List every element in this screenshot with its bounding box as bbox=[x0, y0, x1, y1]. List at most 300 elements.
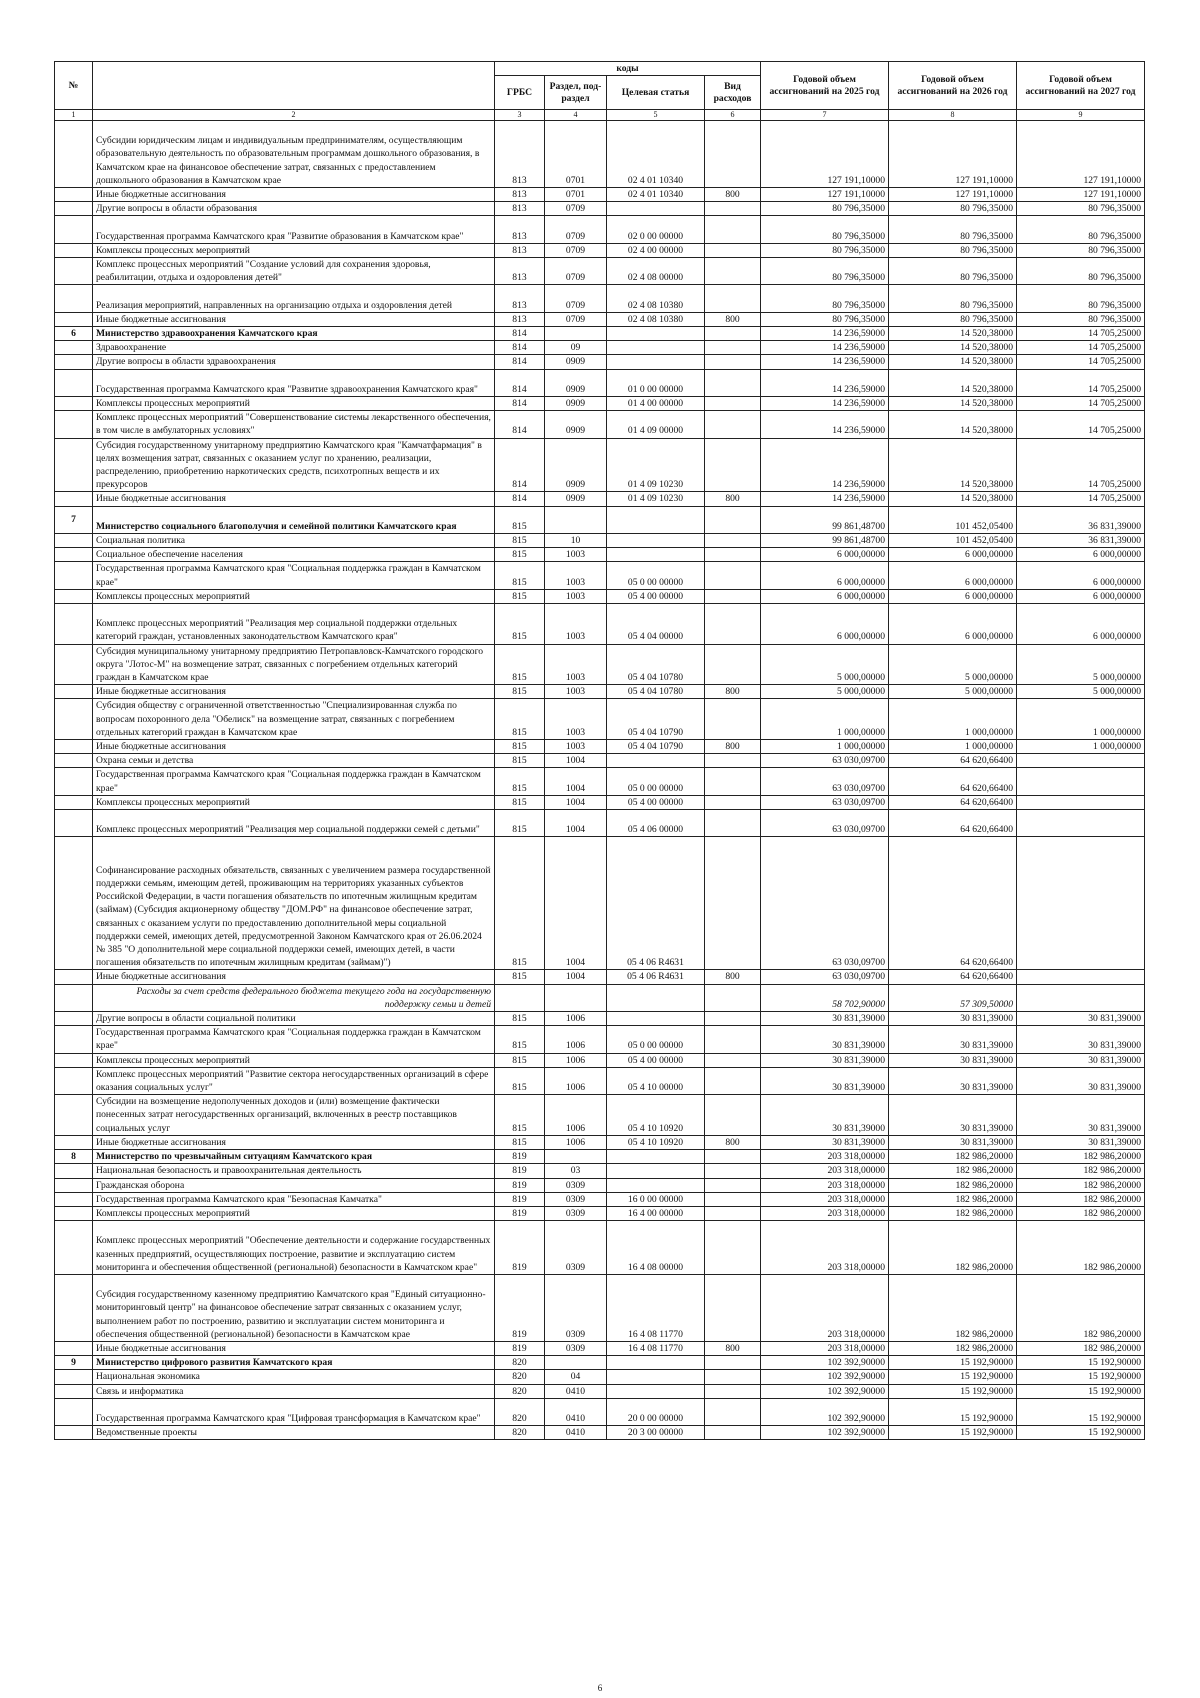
amount-2027-cell: 15 192,90000 bbox=[1017, 1384, 1145, 1398]
row-name: Иные бюджетные ассигнования bbox=[93, 1135, 495, 1149]
amount-2026-cell: 80 796,35000 bbox=[889, 285, 1017, 312]
col-index: 2 bbox=[93, 110, 495, 121]
target-cell: 05 4 10 00000 bbox=[607, 1067, 705, 1094]
col-index: 4 bbox=[545, 110, 607, 121]
target-cell: 05 0 00 00000 bbox=[607, 562, 705, 589]
vid-cell bbox=[705, 1067, 761, 1094]
razdel-cell: 0410 bbox=[545, 1426, 607, 1440]
row-name: Комплекс процессных мероприятий "Реализация мер социальной поддержки отдельных категорий граждан, установленных законодательством Камчатского края" bbox=[93, 604, 495, 645]
vid-cell bbox=[705, 1053, 761, 1067]
target-cell bbox=[607, 327, 705, 341]
grbs-cell: 814 bbox=[495, 355, 545, 369]
table-row bbox=[55, 355, 1145, 369]
amount-2027-cell: 30 831,39000 bbox=[1017, 1095, 1145, 1136]
amount-2025-cell: 102 392,90000 bbox=[761, 1370, 889, 1384]
amount-2026-cell: 64 620,66400 bbox=[889, 754, 1017, 768]
header-vid: Вид расходов bbox=[705, 76, 761, 110]
razdel-cell: 0410 bbox=[545, 1384, 607, 1398]
razdel-cell: 0701 bbox=[545, 121, 607, 188]
table-row bbox=[55, 285, 1145, 312]
vid-cell: 800 bbox=[705, 970, 761, 984]
target-cell bbox=[607, 754, 705, 768]
razdel-cell: 0309 bbox=[545, 1206, 607, 1220]
amount-2027-cell: 36 831,39000 bbox=[1017, 534, 1145, 548]
target-cell bbox=[607, 1150, 705, 1164]
row-number bbox=[55, 285, 93, 312]
amount-2026-cell: 182 986,20000 bbox=[889, 1274, 1017, 1341]
amount-2026-cell: 30 831,39000 bbox=[889, 1067, 1017, 1094]
row-name: Здравоохранение bbox=[93, 341, 495, 355]
amount-2025-cell: 127 191,10000 bbox=[761, 121, 889, 188]
table-row bbox=[55, 837, 1145, 970]
grbs-cell: 819 bbox=[495, 1206, 545, 1220]
razdel-cell bbox=[545, 506, 607, 533]
row-number bbox=[55, 397, 93, 411]
razdel-cell: 1003 bbox=[545, 699, 607, 740]
amount-2026-cell: 127 191,10000 bbox=[889, 188, 1017, 202]
grbs-cell: 813 bbox=[495, 243, 545, 257]
amount-2027-cell: 14 705,25000 bbox=[1017, 411, 1145, 438]
amount-2026-cell: 182 986,20000 bbox=[889, 1221, 1017, 1275]
razdel-cell: 1003 bbox=[545, 589, 607, 603]
vid-cell bbox=[705, 243, 761, 257]
row-number bbox=[55, 699, 93, 740]
table-row bbox=[55, 258, 1145, 285]
amount-2025-cell: 203 318,00000 bbox=[761, 1192, 889, 1206]
amount-2025-cell: 14 236,59000 bbox=[761, 492, 889, 506]
grbs-cell: 815 bbox=[495, 1053, 545, 1067]
row-number bbox=[55, 768, 93, 795]
razdel-cell: 0909 bbox=[545, 438, 607, 492]
amount-2025-cell: 63 030,09700 bbox=[761, 768, 889, 795]
amount-2027-cell: 15 192,90000 bbox=[1017, 1356, 1145, 1370]
table-row bbox=[55, 1221, 1145, 1275]
amount-2026-cell: 15 192,90000 bbox=[889, 1370, 1017, 1384]
vid-cell: 800 bbox=[705, 492, 761, 506]
grbs-cell: 819 bbox=[495, 1274, 545, 1341]
target-cell: 05 0 00 00000 bbox=[607, 768, 705, 795]
vid-cell bbox=[705, 506, 761, 533]
amount-2026-cell: 14 520,38000 bbox=[889, 397, 1017, 411]
row-number bbox=[55, 355, 93, 369]
razdel-cell: 1006 bbox=[545, 1053, 607, 1067]
row-name: Субсидия государственному казенному предприятию Камчатского края "Единый ситуационно-мониторинговый центр" на финансовое обеспечение затрат связанных с оказанием услуг, выполнением работ по построению, развитию и эксплуатации систем мониторинга и обеспечения общественной (региональной) безопасности в Камчатском крае bbox=[93, 1274, 495, 1341]
amount-2027-cell: 182 986,20000 bbox=[1017, 1150, 1145, 1164]
amount-2025-cell: 1 000,00000 bbox=[761, 699, 889, 740]
amount-2025-cell: 14 236,59000 bbox=[761, 369, 889, 396]
amount-2027-cell: 6 000,00000 bbox=[1017, 548, 1145, 562]
amount-2027-cell: 30 831,39000 bbox=[1017, 1135, 1145, 1149]
vid-cell bbox=[705, 341, 761, 355]
amount-2026-cell: 30 831,39000 bbox=[889, 1026, 1017, 1053]
amount-2027-cell bbox=[1017, 768, 1145, 795]
razdel-cell: 1006 bbox=[545, 1067, 607, 1094]
amount-2027-cell: 15 192,90000 bbox=[1017, 1398, 1145, 1425]
row-number bbox=[55, 341, 93, 355]
row-name: Субсидия муниципальному унитарному предприятию Петропавловск-Камчатского городского округа "Лотос-М" на возмещение затрат, связанных с погребением отдельных категорий граждан в Камчатском крае bbox=[93, 644, 495, 685]
amount-2025-cell: 102 392,90000 bbox=[761, 1356, 889, 1370]
row-name: Национальная экономика bbox=[93, 1370, 495, 1384]
razdel-cell: 1004 bbox=[545, 795, 607, 809]
row-name: Министерство социального благополучия и семейной политики Камчатского края bbox=[93, 506, 495, 533]
row-number bbox=[55, 534, 93, 548]
amount-2027-cell bbox=[1017, 970, 1145, 984]
row-number bbox=[55, 589, 93, 603]
amount-2025-cell: 203 318,00000 bbox=[761, 1274, 889, 1341]
row-number bbox=[55, 1206, 93, 1220]
column-index-row bbox=[55, 110, 1145, 121]
target-cell: 16 4 08 11770 bbox=[607, 1274, 705, 1341]
vid-cell bbox=[705, 837, 761, 970]
table-row bbox=[55, 312, 1145, 326]
amount-2026-cell: 14 520,38000 bbox=[889, 327, 1017, 341]
razdel-cell: 0709 bbox=[545, 243, 607, 257]
amount-2025-cell: 127 191,10000 bbox=[761, 188, 889, 202]
vid-cell bbox=[705, 411, 761, 438]
table-row bbox=[55, 397, 1145, 411]
amount-2027-cell: 182 986,20000 bbox=[1017, 1206, 1145, 1220]
grbs-cell: 820 bbox=[495, 1398, 545, 1425]
col-index: 9 bbox=[1017, 110, 1145, 121]
table-row bbox=[55, 121, 1145, 188]
amount-2026-cell: 80 796,35000 bbox=[889, 312, 1017, 326]
target-cell bbox=[607, 1384, 705, 1398]
amount-2025-cell: 6 000,00000 bbox=[761, 604, 889, 645]
target-cell: 20 0 00 00000 bbox=[607, 1398, 705, 1425]
amount-2025-cell: 63 030,09700 bbox=[761, 970, 889, 984]
amount-2025-cell: 6 000,00000 bbox=[761, 589, 889, 603]
target-cell bbox=[607, 1178, 705, 1192]
table-row bbox=[55, 202, 1145, 216]
col-index: 3 bbox=[495, 110, 545, 121]
target-cell: 01 4 00 00000 bbox=[607, 397, 705, 411]
amount-2026-cell: 6 000,00000 bbox=[889, 562, 1017, 589]
row-number bbox=[55, 604, 93, 645]
amount-2025-cell: 30 831,39000 bbox=[761, 1095, 889, 1136]
amount-2026-cell: 80 796,35000 bbox=[889, 243, 1017, 257]
row-name: Иные бюджетные ассигнования bbox=[93, 740, 495, 754]
vid-cell bbox=[705, 795, 761, 809]
row-name: Софинансирование расходных обязательств, связанных с увеличением размера государственной поддержки семьям, имеющим детей, проживающим на территориях указанных субъектов Российской Федерации, в части погашения обязательств по ипотечным жилищным кредитам (займам) (Субсидия акционерному обществу "ДОМ.РФ" на финансовое обеспечение затрат, связанных с оказанием услуги по предоставлению дополнительной меры социальной поддержки семей, имеющих детей, предусмотренной Законом Камчатского края от 26.06.2024 № 385 "О дополнительной мере социальной поддержки семей, имеющих детей, в части погашения обязательств по ипотечным жилищным кредитам (займам)") bbox=[93, 837, 495, 970]
row-name: Иные бюджетные ассигнования bbox=[93, 970, 495, 984]
row-number bbox=[55, 1095, 93, 1136]
razdel-cell: 0709 bbox=[545, 285, 607, 312]
amount-2027-cell: 15 192,90000 bbox=[1017, 1426, 1145, 1440]
vid-cell bbox=[705, 202, 761, 216]
amount-2027-cell: 127 191,10000 bbox=[1017, 121, 1145, 188]
amount-2025-cell: 14 236,59000 bbox=[761, 438, 889, 492]
grbs-cell: 815 bbox=[495, 1012, 545, 1026]
table-row bbox=[55, 188, 1145, 202]
target-cell: 05 4 06 R4631 bbox=[607, 837, 705, 970]
target-cell: 05 4 00 00000 bbox=[607, 795, 705, 809]
table-row bbox=[55, 740, 1145, 754]
vid-cell: 800 bbox=[705, 685, 761, 699]
amount-2027-cell: 14 705,25000 bbox=[1017, 369, 1145, 396]
row-name: Реализация мероприятий, направленных на организацию отдыха и оздоровления детей bbox=[93, 285, 495, 312]
table-row bbox=[55, 1178, 1145, 1192]
amount-2027-cell: 182 986,20000 bbox=[1017, 1274, 1145, 1341]
vid-cell bbox=[705, 1426, 761, 1440]
grbs-cell: 815 bbox=[495, 506, 545, 533]
budget-table bbox=[54, 61, 1145, 1440]
row-number bbox=[55, 492, 93, 506]
col-index: 7 bbox=[761, 110, 889, 121]
amount-2026-cell: 30 831,39000 bbox=[889, 1012, 1017, 1026]
table-row bbox=[55, 1192, 1145, 1206]
grbs-cell: 815 bbox=[495, 589, 545, 603]
target-cell bbox=[607, 202, 705, 216]
grbs-cell: 819 bbox=[495, 1164, 545, 1178]
header-razdel: Раздел, под-раздел bbox=[545, 76, 607, 110]
table-row bbox=[55, 1370, 1145, 1384]
amount-2026-cell: 1 000,00000 bbox=[889, 699, 1017, 740]
target-cell: 05 4 04 10780 bbox=[607, 685, 705, 699]
amount-2027-cell: 182 986,20000 bbox=[1017, 1221, 1145, 1275]
target-cell: 05 4 06 00000 bbox=[607, 810, 705, 837]
header-num: № bbox=[55, 62, 93, 110]
amount-2026-cell: 80 796,35000 bbox=[889, 202, 1017, 216]
razdel-cell: 0309 bbox=[545, 1192, 607, 1206]
amount-2027-cell: 14 705,25000 bbox=[1017, 397, 1145, 411]
amount-2027-cell: 15 192,90000 bbox=[1017, 1370, 1145, 1384]
table-row bbox=[55, 795, 1145, 809]
amount-2025-cell: 30 831,39000 bbox=[761, 1012, 889, 1026]
vid-cell bbox=[705, 1384, 761, 1398]
razdel-cell: 0309 bbox=[545, 1341, 607, 1355]
amount-2026-cell: 64 620,66400 bbox=[889, 810, 1017, 837]
vid-cell bbox=[705, 355, 761, 369]
amount-2026-cell: 64 620,66400 bbox=[889, 837, 1017, 970]
row-number bbox=[55, 1067, 93, 1094]
row-number bbox=[55, 1398, 93, 1425]
table-row bbox=[55, 534, 1145, 548]
target-cell bbox=[607, 1356, 705, 1370]
amount-2026-cell: 30 831,39000 bbox=[889, 1135, 1017, 1149]
table-row bbox=[55, 411, 1145, 438]
amount-2026-cell: 30 831,39000 bbox=[889, 1095, 1017, 1136]
grbs-cell: 815 bbox=[495, 740, 545, 754]
amount-2025-cell: 14 236,59000 bbox=[761, 341, 889, 355]
razdel-cell: 0309 bbox=[545, 1178, 607, 1192]
razdel-cell: 0309 bbox=[545, 1274, 607, 1341]
row-number bbox=[55, 121, 93, 188]
amount-2025-cell: 80 796,35000 bbox=[761, 202, 889, 216]
row-name: Гражданская оборона bbox=[93, 1178, 495, 1192]
target-cell: 05 4 10 10920 bbox=[607, 1095, 705, 1136]
razdel-cell: 1003 bbox=[545, 740, 607, 754]
target-cell bbox=[607, 534, 705, 548]
amount-2026-cell: 14 520,38000 bbox=[889, 438, 1017, 492]
vid-cell bbox=[705, 1370, 761, 1384]
grbs-cell: 815 bbox=[495, 1135, 545, 1149]
target-cell: 16 4 00 00000 bbox=[607, 1206, 705, 1220]
row-name: Государственная программа Камчатского края "Социальная поддержка граждан в Камчатском крае" bbox=[93, 768, 495, 795]
target-cell bbox=[607, 355, 705, 369]
vid-cell bbox=[705, 1095, 761, 1136]
razdel-cell: 1003 bbox=[545, 685, 607, 699]
razdel-cell: 1006 bbox=[545, 1026, 607, 1053]
vid-cell bbox=[705, 1356, 761, 1370]
amount-2025-cell: 99 861,48700 bbox=[761, 506, 889, 533]
table-row bbox=[55, 548, 1145, 562]
vid-cell bbox=[705, 548, 761, 562]
amount-2026-cell: 15 192,90000 bbox=[889, 1426, 1017, 1440]
table-row bbox=[55, 685, 1145, 699]
row-name: Комплексы процессных мероприятий bbox=[93, 795, 495, 809]
amount-2026-cell: 64 620,66400 bbox=[889, 768, 1017, 795]
razdel-cell bbox=[545, 327, 607, 341]
row-number bbox=[55, 1164, 93, 1178]
table-row bbox=[55, 341, 1145, 355]
amount-2027-cell bbox=[1017, 837, 1145, 970]
target-cell: 05 4 04 10790 bbox=[607, 740, 705, 754]
grbs-cell: 815 bbox=[495, 562, 545, 589]
table-row bbox=[55, 1164, 1145, 1178]
amount-2026-cell: 15 192,90000 bbox=[889, 1356, 1017, 1370]
table-row bbox=[55, 1356, 1145, 1370]
target-cell: 01 0 00 00000 bbox=[607, 369, 705, 396]
grbs-cell bbox=[495, 984, 545, 1011]
grbs-cell: 815 bbox=[495, 768, 545, 795]
grbs-cell: 819 bbox=[495, 1150, 545, 1164]
amount-2025-cell: 102 392,90000 bbox=[761, 1426, 889, 1440]
vid-cell bbox=[705, 984, 761, 1011]
amount-2026-cell: 14 520,38000 bbox=[889, 492, 1017, 506]
target-cell: 05 4 04 10790 bbox=[607, 699, 705, 740]
vid-cell bbox=[705, 327, 761, 341]
table-row bbox=[55, 216, 1145, 243]
row-name: Иные бюджетные ассигнования bbox=[93, 1341, 495, 1355]
vid-cell bbox=[705, 589, 761, 603]
amount-2025-cell: 80 796,35000 bbox=[761, 216, 889, 243]
vid-cell bbox=[705, 1221, 761, 1275]
vid-cell bbox=[705, 699, 761, 740]
table-row bbox=[55, 970, 1145, 984]
row-name: Иные бюджетные ассигнования bbox=[93, 188, 495, 202]
table-row bbox=[55, 1150, 1145, 1164]
razdel-cell: 1004 bbox=[545, 754, 607, 768]
amount-2026-cell: 14 520,38000 bbox=[889, 355, 1017, 369]
amount-2027-cell: 14 705,25000 bbox=[1017, 341, 1145, 355]
table-row bbox=[55, 699, 1145, 740]
amount-2026-cell: 14 520,38000 bbox=[889, 411, 1017, 438]
razdel-cell: 0709 bbox=[545, 216, 607, 243]
amount-2027-cell: 80 796,35000 bbox=[1017, 285, 1145, 312]
razdel-cell: 03 bbox=[545, 1164, 607, 1178]
vid-cell: 800 bbox=[705, 1135, 761, 1149]
amount-2025-cell: 14 236,59000 bbox=[761, 411, 889, 438]
amount-2025-cell: 14 236,59000 bbox=[761, 327, 889, 341]
row-name: Расходы за счет средств федерального бюджета текущего года на государственную поддержку семьи и детей bbox=[93, 984, 495, 1011]
row-name: Иные бюджетные ассигнования bbox=[93, 312, 495, 326]
row-number bbox=[55, 740, 93, 754]
grbs-cell: 815 bbox=[495, 604, 545, 645]
amount-2025-cell: 80 796,35000 bbox=[761, 243, 889, 257]
amount-2027-cell: 30 831,39000 bbox=[1017, 1026, 1145, 1053]
amount-2026-cell: 30 831,39000 bbox=[889, 1053, 1017, 1067]
amount-2025-cell: 14 236,59000 bbox=[761, 355, 889, 369]
amount-2026-cell: 1 000,00000 bbox=[889, 740, 1017, 754]
grbs-cell: 819 bbox=[495, 1178, 545, 1192]
amount-2025-cell: 6 000,00000 bbox=[761, 562, 889, 589]
row-number bbox=[55, 810, 93, 837]
vid-cell bbox=[705, 810, 761, 837]
amount-2026-cell: 101 452,05400 bbox=[889, 534, 1017, 548]
vid-cell bbox=[705, 562, 761, 589]
razdel-cell bbox=[545, 984, 607, 1011]
row-number bbox=[55, 202, 93, 216]
vid-cell bbox=[705, 768, 761, 795]
row-name: Комплексы процессных мероприятий bbox=[93, 1053, 495, 1067]
table-row bbox=[55, 1206, 1145, 1220]
row-name: Комплекс процессных мероприятий "Создание условий для сохранения здоровья, реабилитации, отдыха и оздоровления детей" bbox=[93, 258, 495, 285]
row-number bbox=[55, 837, 93, 970]
grbs-cell: 813 bbox=[495, 216, 545, 243]
amount-2027-cell: 80 796,35000 bbox=[1017, 312, 1145, 326]
target-cell bbox=[607, 984, 705, 1011]
grbs-cell: 814 bbox=[495, 411, 545, 438]
grbs-cell: 813 bbox=[495, 121, 545, 188]
row-name: Иные бюджетные ассигнования bbox=[93, 492, 495, 506]
vid-cell bbox=[705, 1164, 761, 1178]
row-name: Государственная программа Камчатского края "Безопасная Камчатка" bbox=[93, 1192, 495, 1206]
razdel-cell: 1004 bbox=[545, 768, 607, 795]
razdel-cell: 1006 bbox=[545, 1095, 607, 1136]
target-cell bbox=[607, 1370, 705, 1384]
target-cell: 02 4 01 10340 bbox=[607, 188, 705, 202]
amount-2027-cell bbox=[1017, 984, 1145, 1011]
target-cell: 02 4 01 10340 bbox=[607, 121, 705, 188]
amount-2026-cell: 182 986,20000 bbox=[889, 1178, 1017, 1192]
header-2026: Годовой объем ассигнований на 2026 год bbox=[889, 62, 1017, 110]
vid-cell bbox=[705, 644, 761, 685]
razdel-cell: 0701 bbox=[545, 188, 607, 202]
grbs-cell: 815 bbox=[495, 644, 545, 685]
table-row bbox=[55, 984, 1145, 1011]
row-number bbox=[55, 754, 93, 768]
amount-2025-cell: 102 392,90000 bbox=[761, 1398, 889, 1425]
amount-2026-cell: 182 986,20000 bbox=[889, 1164, 1017, 1178]
razdel-cell: 1003 bbox=[545, 548, 607, 562]
vid-cell: 800 bbox=[705, 1341, 761, 1355]
grbs-cell: 813 bbox=[495, 312, 545, 326]
grbs-cell: 820 bbox=[495, 1384, 545, 1398]
amount-2027-cell: 182 986,20000 bbox=[1017, 1164, 1145, 1178]
amount-2025-cell: 102 392,90000 bbox=[761, 1384, 889, 1398]
target-cell: 01 4 09 00000 bbox=[607, 411, 705, 438]
amount-2025-cell: 63 030,09700 bbox=[761, 795, 889, 809]
vid-cell: 800 bbox=[705, 312, 761, 326]
row-name: Другие вопросы в области социальной политики bbox=[93, 1012, 495, 1026]
vid-cell bbox=[705, 1026, 761, 1053]
row-number bbox=[55, 216, 93, 243]
row-number: 6 bbox=[55, 327, 93, 341]
razdel-cell: 1004 bbox=[545, 837, 607, 970]
target-cell: 05 4 00 00000 bbox=[607, 589, 705, 603]
target-cell: 20 3 00 00000 bbox=[607, 1426, 705, 1440]
row-number bbox=[55, 1053, 93, 1067]
amount-2027-cell: 80 796,35000 bbox=[1017, 202, 1145, 216]
razdel-cell: 0909 bbox=[545, 369, 607, 396]
grbs-cell: 815 bbox=[495, 548, 545, 562]
amount-2025-cell: 5 000,00000 bbox=[761, 644, 889, 685]
grbs-cell: 815 bbox=[495, 754, 545, 768]
table-row bbox=[55, 562, 1145, 589]
amount-2026-cell: 182 986,20000 bbox=[889, 1192, 1017, 1206]
amount-2027-cell: 5 000,00000 bbox=[1017, 644, 1145, 685]
header-2025: Годовой объем ассигнований на 2025 год bbox=[761, 62, 889, 110]
